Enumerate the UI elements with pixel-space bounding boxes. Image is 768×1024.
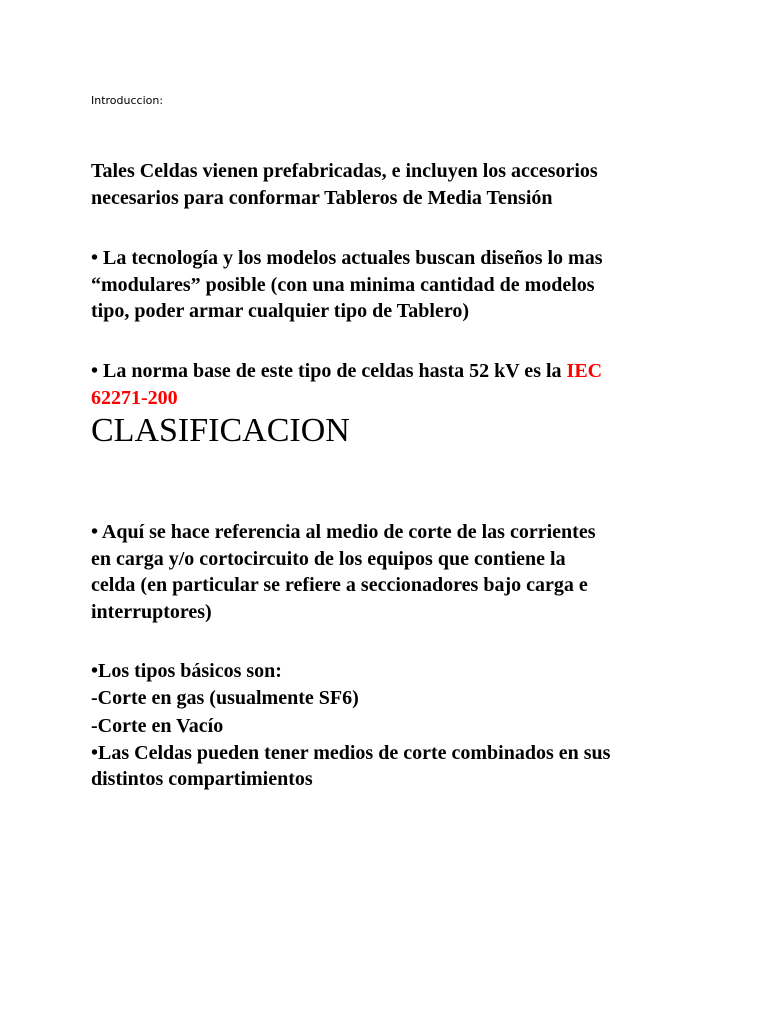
paragraph-basic-types bbox=[91, 658, 731, 793]
standard-sentence: • La norma base de este tipo de celdas hasta 52 kV es la bbox=[91, 360, 567, 382]
text-line: “modulares” posible (con una minima cantidad de modelos bbox=[91, 273, 595, 296]
intro-label: Introduccion: bbox=[91, 94, 164, 107]
text-line: -Corte en Vacío bbox=[91, 715, 224, 737]
standard-highlight-number: 62271-200 bbox=[91, 386, 178, 409]
text-line: necesarios para conformar Tableros de Media Tensión bbox=[91, 186, 553, 209]
paragraph-cutting-medium bbox=[91, 519, 731, 625]
paragraph-prefabricated-cells bbox=[91, 158, 731, 211]
paragraph-standard bbox=[91, 358, 731, 411]
text-line: interruptores) bbox=[91, 600, 212, 623]
text-line: celda (en particular se refiere a seccionadores bajo carga e bbox=[91, 574, 588, 596]
text-line: • La tecnología y los modelos actuales buscan diseños lo mas bbox=[91, 247, 603, 269]
text-line: tipo, poder armar cualquier tipo de Tablero) bbox=[91, 300, 469, 322]
text-line: •Los tipos básicos son: bbox=[91, 660, 282, 682]
text-line: •Las Celdas pueden tener medios de corte combinados en sus bbox=[91, 741, 611, 764]
text-line: -Corte en gas (usualmente SF6) bbox=[91, 686, 359, 709]
text-line: Tales Celdas vienen prefabricadas, e incluyen los accesorios bbox=[91, 160, 598, 182]
paragraph-modular-technology bbox=[91, 245, 731, 325]
text-line: en carga y/o cortocircuito de los equipos que contiene la bbox=[91, 547, 566, 570]
text-line bbox=[91, 358, 731, 385]
text-line: • Aquí se hace referencia al medio de corte de las corrientes bbox=[91, 521, 596, 543]
standard-highlight-iec: IEC bbox=[566, 360, 603, 382]
text-line: distintos compartimientos bbox=[91, 768, 313, 790]
section-heading: CLASIFICACION bbox=[91, 412, 350, 449]
